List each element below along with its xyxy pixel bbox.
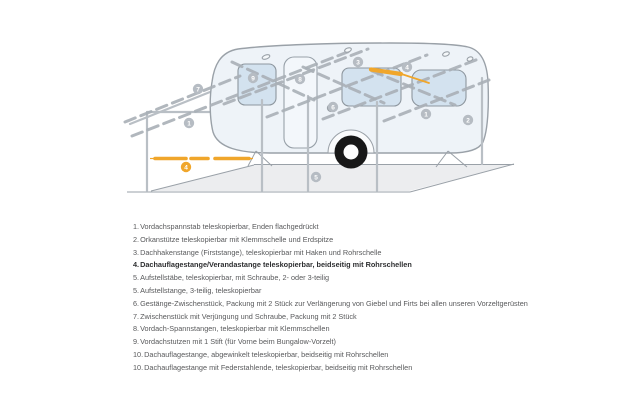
item-text: Orkanstütze teleskopierbar mit Klemmschelle und Erdspitze xyxy=(140,234,334,244)
item-text: Gestänge-Zwischenstück, Packung mit 2 Stück zur Verlängerung von Giebel und Firts bei allen unseren Vorzeltgerüsten xyxy=(140,298,528,308)
parts-list-item xyxy=(133,234,528,247)
part-marker-number: 6 xyxy=(331,104,335,112)
item-text: Dachauflagestange mit Federstahlende, teleskopierbar, beidseitig mit Rohrschellen xyxy=(144,362,413,372)
parts-list-item xyxy=(133,272,528,285)
parts-list-item xyxy=(133,247,528,260)
item-number: 1. xyxy=(133,222,140,231)
item-number: 10. xyxy=(133,349,144,359)
parts-list-item xyxy=(133,362,528,375)
part-marker-number: 1 xyxy=(187,120,191,128)
parts-list-item xyxy=(133,311,528,324)
parts-list-item xyxy=(133,285,528,298)
item-number: 2. xyxy=(133,234,140,244)
part-marker-number: 1 xyxy=(424,111,428,119)
parts-list-item xyxy=(133,336,528,349)
item-number: 5. xyxy=(133,273,140,283)
parts-list-item xyxy=(133,259,528,272)
parts-list xyxy=(133,221,528,375)
awning-floor xyxy=(151,165,512,191)
item-number: 5. xyxy=(133,285,140,295)
item-text: Dachauflagestange/Verandastange teleskopierbar, beidseitig mit Rohrschellen xyxy=(140,260,412,270)
part-marker-number: 2 xyxy=(466,117,470,125)
item-number: 6. xyxy=(133,298,140,308)
part-marker-number: 4 xyxy=(184,164,188,172)
item-number: 4. xyxy=(133,260,140,270)
item-text: Vordach-Spannstangen, teleskopierbar mit Klemmschellen xyxy=(140,324,330,334)
part-marker-number: 7 xyxy=(196,86,200,94)
item-text: Vordachstutzen mit 1 Stift (für Vorne beim Bungalow-Vorzelt) xyxy=(140,337,336,347)
item-number: 3. xyxy=(133,247,140,257)
parts-list-item xyxy=(133,323,528,336)
item-text: Dachauflagestange, abgewinkelt teleskopierbar, beidseitig mit Rohrschellen xyxy=(144,349,389,359)
item-number: 8. xyxy=(133,324,140,334)
item-text: Dachhakenstange (Firststange), teleskopierbar mit Haken und Rohrschelle xyxy=(140,247,382,257)
parts-list-item xyxy=(133,221,528,234)
item-number: 9. xyxy=(133,337,140,347)
hub xyxy=(344,145,359,160)
part-marker-number: 4 xyxy=(405,64,409,72)
item-text: Aufstellstange, 3-teilig, teleskopierbar xyxy=(140,285,262,295)
part-marker-number: 8 xyxy=(298,76,302,84)
part-marker-number: 3 xyxy=(356,59,360,67)
part-marker-number: 5 xyxy=(314,174,318,182)
part-marker-number: 9 xyxy=(251,75,255,83)
parts-list-item xyxy=(133,298,528,311)
item-number: 7. xyxy=(133,311,140,321)
parts-list-item xyxy=(133,349,528,362)
item-number: 10. xyxy=(133,362,144,372)
item-text: Aufstellstäbe, teleskopierbar, mit Schraube, 2- oder 3-teilig xyxy=(140,273,330,283)
awning-frame-solid xyxy=(130,90,215,191)
front-window xyxy=(238,64,276,105)
item-text: Vordachspannstab teleskopierbar, Enden flachgedrückt xyxy=(140,222,319,231)
item-text: Zwischenstück mit Verjüngung und Schraube, Packung mit 2 Stück xyxy=(140,311,357,321)
